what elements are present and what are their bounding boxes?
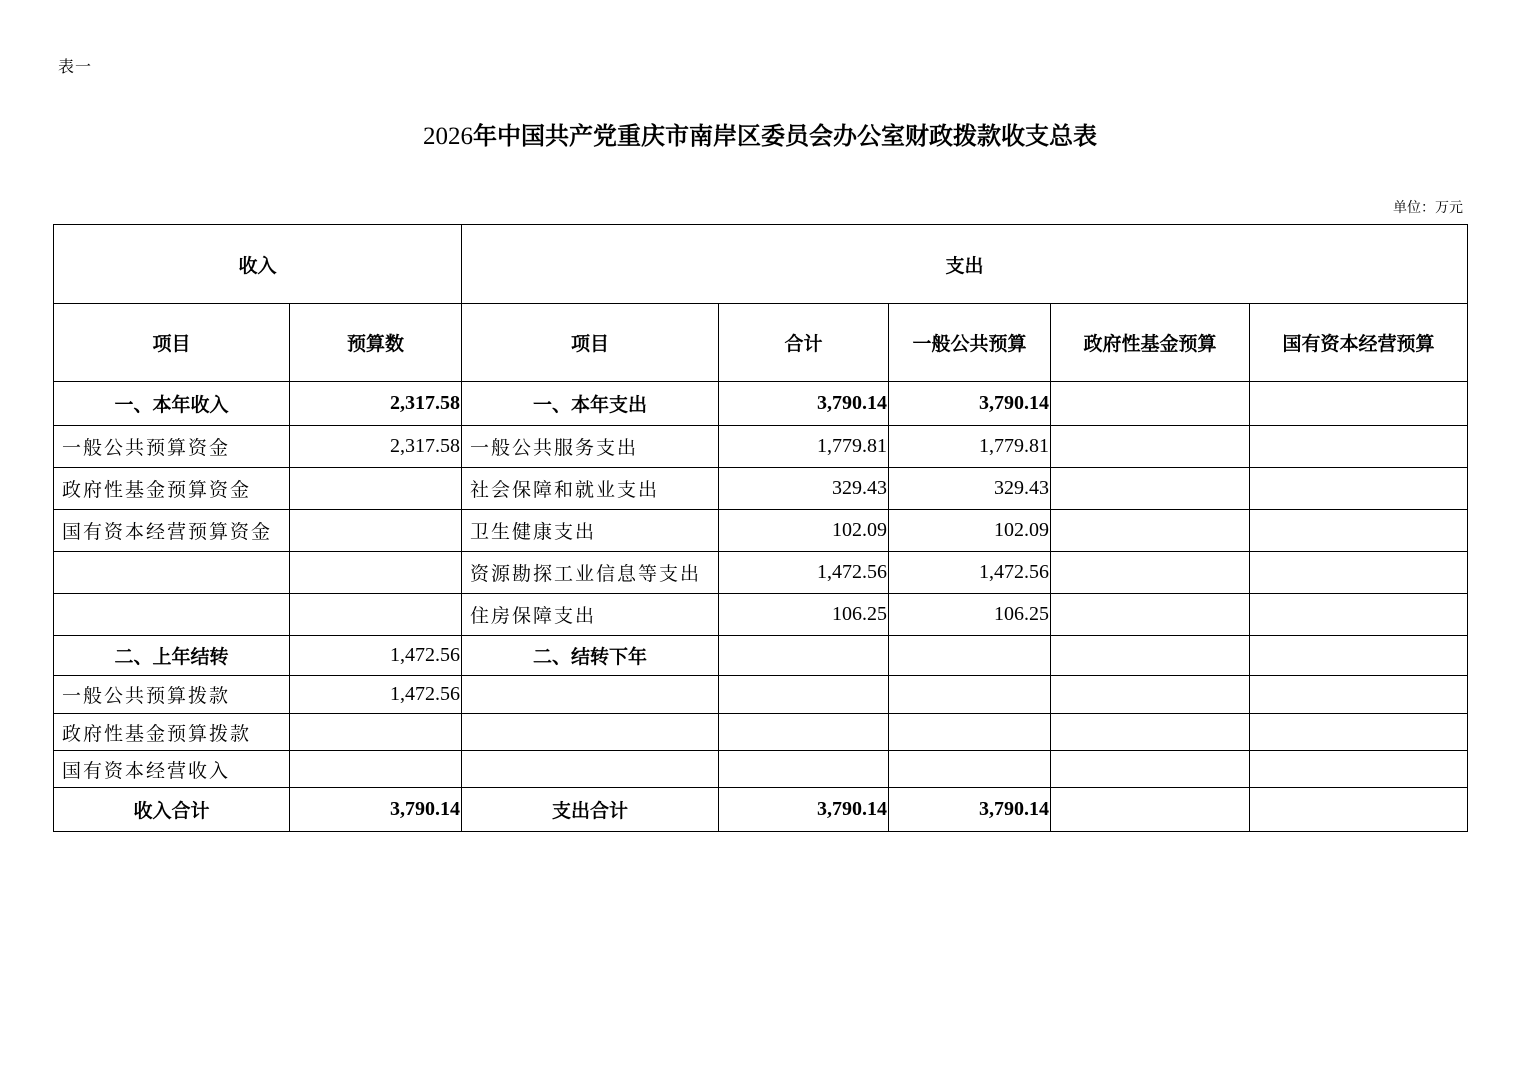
empty-cell — [1250, 468, 1468, 510]
empty-cell — [1051, 552, 1250, 594]
empty-cell — [1250, 636, 1468, 676]
empty-cell — [1051, 510, 1250, 552]
table-row — [54, 751, 1468, 788]
income-total-label: 收入合计 — [54, 788, 290, 832]
expense-item-header: 项目 — [462, 304, 719, 382]
table-row — [54, 594, 1468, 636]
empty-cell — [1051, 676, 1250, 714]
income-item-label: 国有资本经营收入 — [54, 751, 290, 788]
carry-in-label: 二、上年结转 — [54, 636, 290, 676]
gov-fund-budget-header: 政府性基金预算 — [1051, 304, 1250, 382]
empty-cell — [1051, 594, 1250, 636]
current-expense-general: 3,790.14 — [889, 382, 1051, 426]
empty-cell — [719, 751, 889, 788]
expense-total-total: 3,790.14 — [719, 788, 889, 832]
empty-cell — [889, 714, 1051, 751]
income-item-header: 项目 — [54, 304, 290, 382]
empty-cell — [1051, 751, 1250, 788]
empty-cell — [1051, 788, 1250, 832]
empty-cell — [1250, 751, 1468, 788]
empty-cell — [889, 676, 1051, 714]
empty-cell — [290, 751, 462, 788]
expense-item-general: 1,779.81 — [889, 426, 1051, 468]
header-row-columns — [54, 304, 1468, 382]
empty-cell — [1250, 714, 1468, 751]
expense-item-label: 资源勘探工业信息等支出 — [462, 552, 719, 594]
table-row-totals — [54, 788, 1468, 832]
unit-label: 单位：万元 — [1393, 200, 1463, 216]
expense-total-label: 支出合计 — [462, 788, 719, 832]
page-title — [0, 116, 1520, 151]
expense-item-general: 106.25 — [889, 594, 1051, 636]
income-budget-header: 预算数 — [290, 304, 462, 382]
general-budget-header: 一般公共预算 — [889, 304, 1051, 382]
table-row — [54, 676, 1468, 714]
empty-cell — [290, 594, 462, 636]
budget-summary-table — [53, 224, 1468, 832]
table-row — [54, 382, 1468, 426]
empty-cell — [1051, 382, 1250, 426]
expense-item-total: 1,472.56 — [719, 552, 889, 594]
carry-in-value: 1,472.56 — [290, 636, 462, 676]
income-item-label: 政府性基金预算拨款 — [54, 714, 290, 751]
expense-item-total: 1,779.81 — [719, 426, 889, 468]
expense-item-general: 102.09 — [889, 510, 1051, 552]
income-header: 收入 — [54, 225, 462, 304]
table-number-label: 表一 — [58, 57, 93, 76]
title-year: 2026 — [423, 123, 473, 150]
table-row — [54, 636, 1468, 676]
empty-cell — [1250, 788, 1468, 832]
empty-cell — [54, 552, 290, 594]
income-item-label: 一般公共预算拨款 — [54, 676, 290, 714]
empty-cell — [1051, 426, 1250, 468]
empty-cell — [462, 676, 719, 714]
total-header: 合计 — [719, 304, 889, 382]
table-row — [54, 552, 1468, 594]
empty-cell — [889, 636, 1051, 676]
expense-item-label: 社会保障和就业支出 — [462, 468, 719, 510]
empty-cell — [1250, 676, 1468, 714]
state-capital-budget-header: 国有资本经营预算 — [1250, 304, 1468, 382]
expense-header: 支出 — [462, 225, 1468, 304]
empty-cell — [1051, 714, 1250, 751]
expense-item-label: 住房保障支出 — [462, 594, 719, 636]
empty-cell — [290, 714, 462, 751]
empty-cell — [1250, 426, 1468, 468]
table-row — [54, 468, 1468, 510]
income-item-value: 2,317.58 — [290, 426, 462, 468]
empty-cell — [1250, 552, 1468, 594]
table-row — [54, 510, 1468, 552]
empty-cell — [1051, 468, 1250, 510]
current-income-value: 2,317.58 — [290, 382, 462, 426]
empty-cell — [54, 594, 290, 636]
empty-cell — [290, 510, 462, 552]
expense-item-label: 一般公共服务支出 — [462, 426, 719, 468]
expense-item-general: 1,472.56 — [889, 552, 1051, 594]
expense-item-general: 329.43 — [889, 468, 1051, 510]
current-expense-total: 3,790.14 — [719, 382, 889, 426]
income-item-label: 一般公共预算资金 — [54, 426, 290, 468]
income-item-label: 政府性基金预算资金 — [54, 468, 290, 510]
header-row-group — [54, 225, 1468, 304]
current-income-label: 一、本年收入 — [54, 382, 290, 426]
empty-cell — [462, 751, 719, 788]
empty-cell — [1250, 510, 1468, 552]
empty-cell — [889, 751, 1051, 788]
table-row — [54, 426, 1468, 468]
expense-item-total: 102.09 — [719, 510, 889, 552]
empty-cell — [290, 552, 462, 594]
empty-cell — [290, 468, 462, 510]
expense-item-total: 106.25 — [719, 594, 889, 636]
empty-cell — [719, 676, 889, 714]
empty-cell — [719, 636, 889, 676]
title-text: 年中国共产党重庆市南岸区委员会办公室财政拨款收支总表 — [473, 121, 1097, 150]
empty-cell — [1250, 594, 1468, 636]
income-item-value: 1,472.56 — [290, 676, 462, 714]
empty-cell — [1051, 636, 1250, 676]
carry-out-label: 二、结转下年 — [462, 636, 719, 676]
expense-total-general: 3,790.14 — [889, 788, 1051, 832]
income-total-value: 3,790.14 — [290, 788, 462, 832]
expense-item-label: 卫生健康支出 — [462, 510, 719, 552]
empty-cell — [719, 714, 889, 751]
expense-item-total: 329.43 — [719, 468, 889, 510]
table-row — [54, 714, 1468, 751]
current-expense-label: 一、本年支出 — [462, 382, 719, 426]
empty-cell — [1250, 382, 1468, 426]
empty-cell — [462, 714, 719, 751]
income-item-label: 国有资本经营预算资金 — [54, 510, 290, 552]
